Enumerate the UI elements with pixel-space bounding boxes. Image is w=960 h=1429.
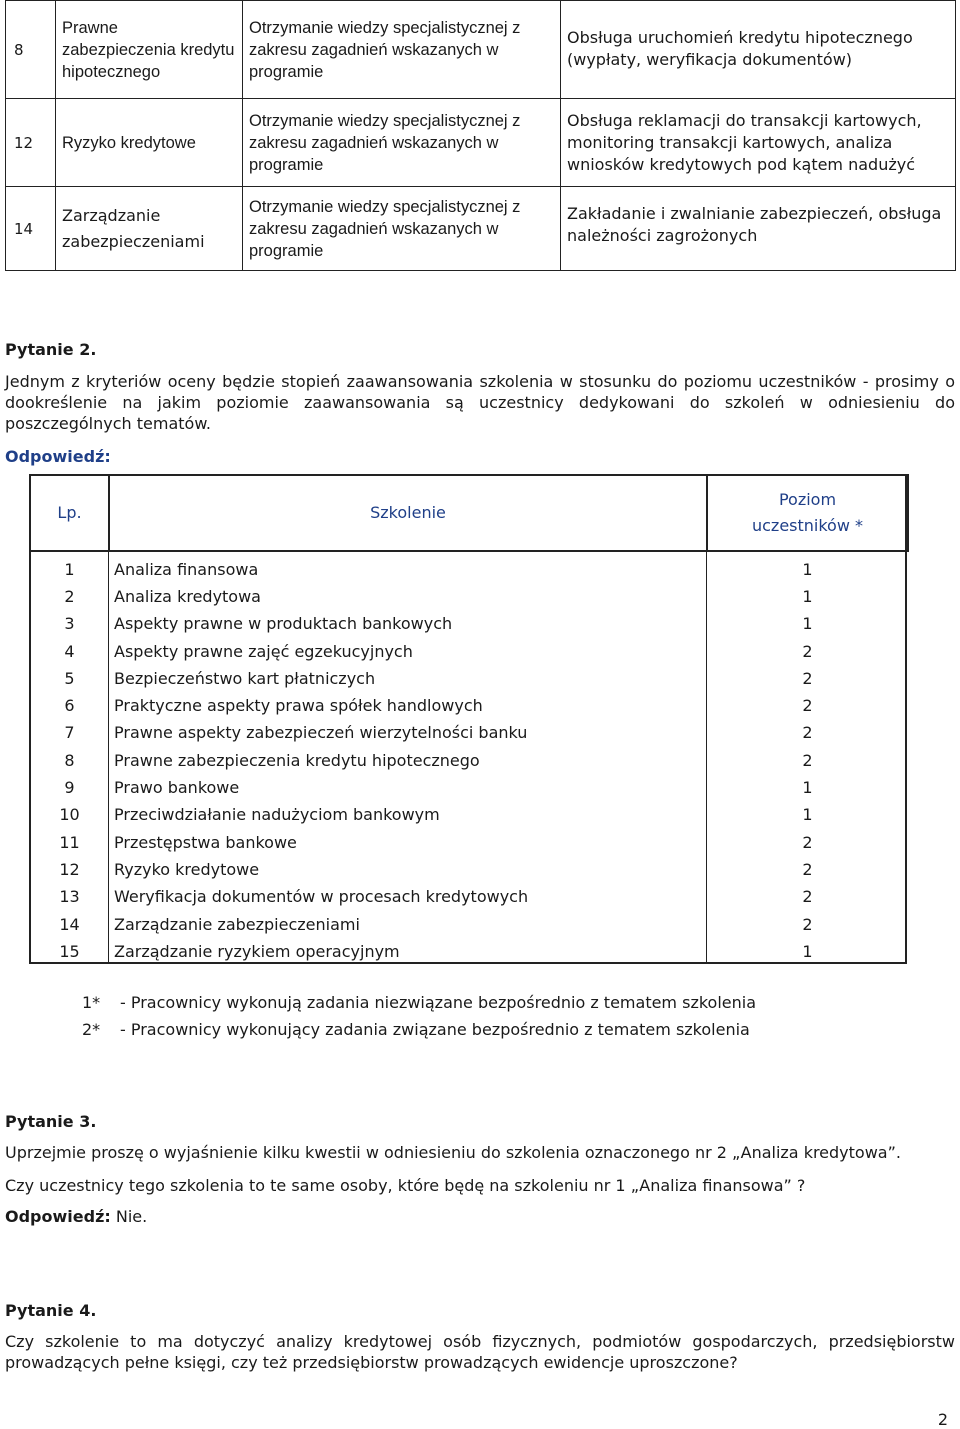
row-knowledge: Otrzymanie wiedzy specjalistycznej z zakresu zagadnień wskazanych w programie bbox=[243, 1, 561, 99]
table-row bbox=[6, 99, 956, 187]
header-lp: Lp. bbox=[30, 475, 109, 551]
header-level-line1: Poziom bbox=[778, 490, 837, 509]
top-table bbox=[5, 0, 956, 271]
table-row bbox=[30, 551, 908, 583]
cell-lp: 11 bbox=[59, 832, 80, 852]
column-divider bbox=[108, 474, 109, 964]
header-level bbox=[707, 475, 908, 551]
row-number: 8 bbox=[6, 1, 56, 99]
question-4-text: Czy szkolenie to ma dotyczyć analizy kredytowej osób fizycznych, podmiotów gospodarczych, przedsiębiorstw prowadzących pełne księgi, czy też przedsiębiorstw prowadzących ewidencje uproszczone? bbox=[5, 1332, 955, 1372]
table-row bbox=[6, 1, 956, 99]
cell-lp: 15 bbox=[59, 941, 80, 961]
cell-lp: 7 bbox=[64, 723, 75, 743]
page-number: 2 bbox=[937, 1410, 948, 1429]
question-4-title: Pytanie 4. bbox=[5, 1301, 97, 1320]
row-knowledge: Otrzymanie wiedzy specjalistycznej z zakresu zagadnień wskazanych w programie bbox=[243, 187, 561, 271]
row-topic: Ryzyko kredytowe bbox=[56, 99, 243, 187]
table-row bbox=[30, 802, 908, 829]
cell-lp: 1 bbox=[64, 559, 75, 579]
cell-training: Prawne aspekty zabezpieczeń wierzytelności banku bbox=[114, 723, 528, 743]
legend-text: - Pracownicy wykonują zadania niezwiązane bezpośrednio z tematem szkolenia bbox=[120, 993, 756, 1012]
table-row bbox=[30, 583, 908, 610]
cell-training: Praktyczne aspekty prawa spółek handlowych bbox=[114, 696, 483, 716]
cell-level: 2 bbox=[802, 723, 813, 743]
row-number: 14 bbox=[6, 187, 56, 271]
cell-lp: 4 bbox=[64, 641, 75, 661]
table-row bbox=[30, 856, 908, 883]
table-row bbox=[30, 884, 908, 911]
cell-level: 1 bbox=[802, 941, 813, 961]
row-number: 12 bbox=[6, 99, 56, 187]
cell-level: 2 bbox=[802, 696, 813, 716]
cell-lp: 14 bbox=[59, 914, 80, 934]
cell-level: 1 bbox=[802, 805, 813, 825]
cell-lp: 12 bbox=[59, 859, 80, 879]
row-knowledge: Otrzymanie wiedzy specjalistycznej z zakresu zagadnień wskazanych w programie bbox=[243, 99, 561, 187]
row-scope: Obsługa uruchomień kredytu hipotecznego (wypłaty, weryfikacja dokumentów) bbox=[561, 1, 956, 99]
cell-level: 2 bbox=[802, 859, 813, 879]
cell-level: 2 bbox=[802, 832, 813, 852]
table-row bbox=[30, 747, 908, 774]
cell-level: 2 bbox=[802, 668, 813, 688]
cell-level: 1 bbox=[802, 586, 813, 606]
cell-level: 2 bbox=[802, 750, 813, 770]
cell-lp: 10 bbox=[59, 805, 80, 825]
table-row bbox=[30, 611, 908, 638]
training-table bbox=[29, 474, 909, 965]
question-3-answer-text: Nie. bbox=[115, 1207, 148, 1226]
cell-training: Prawne zabezpieczenia kredytu hipotecznego bbox=[114, 750, 480, 770]
table-row bbox=[30, 829, 908, 856]
row-scope: Zakładanie i zwalnianie zabezpieczeń, obsługa należności zagrożonych bbox=[561, 187, 956, 271]
table-row bbox=[30, 638, 908, 665]
cell-level: 1 bbox=[802, 778, 813, 798]
cell-training: Analiza kredytowa bbox=[114, 586, 261, 606]
cell-training: Weryfikacja dokumentów w procesach kredytowych bbox=[114, 887, 529, 907]
cell-training: Prawo bankowe bbox=[114, 778, 240, 798]
cell-level: 1 bbox=[802, 559, 813, 579]
cell-training: Przestępstwa bankowe bbox=[114, 832, 297, 852]
row-scope: Obsługa reklamacji do transakcji kartowych, monitoring transakcji kartowych, analiza wniosków kredytowych pod kątem nadużyć bbox=[561, 99, 956, 187]
column-divider bbox=[706, 474, 707, 964]
cell-training: Bezpieczeństwo kart płatniczych bbox=[114, 668, 376, 688]
cell-training: Aspekty prawne zajęć egzekucyjnych bbox=[114, 641, 413, 661]
cell-level: 2 bbox=[802, 641, 813, 661]
table-row bbox=[6, 187, 956, 271]
question-2-answer-label: Odpowiedź: bbox=[5, 447, 111, 466]
cell-lp: 8 bbox=[64, 750, 75, 770]
table-row bbox=[30, 720, 908, 747]
question-3-line2: Czy uczestnicy tego szkolenia to te same osoby, które będę na szkoleniu nr 1 „Analiza finansowa” ? bbox=[5, 1176, 806, 1195]
cell-lp: 13 bbox=[59, 887, 80, 907]
header-level-line2: uczestników * bbox=[751, 516, 864, 535]
training-table-header bbox=[30, 475, 908, 551]
table-row bbox=[30, 665, 908, 692]
cell-lp: 2 bbox=[64, 586, 75, 606]
question-3-line1: Uprzejmie proszę o wyjaśnienie kilku kwestii w odniesieniu do szkolenia oznaczonego nr 2 „Analiza kredytowa”. bbox=[5, 1143, 901, 1162]
question-2-text: Jednym z kryteriów oceny będzie stopień zaawansowania szkolenia w stosunku do poziomu uczestników - prosimy o dookreślenie na jakim poziomie zaawansowania są uczestnicy dedykowani do szkoleń w odniesieniu do poszczególnych tematów. bbox=[5, 372, 955, 433]
cell-lp: 6 bbox=[64, 696, 75, 716]
legend-item bbox=[82, 1019, 750, 1040]
table-row bbox=[30, 938, 908, 965]
table-row bbox=[30, 774, 908, 801]
question-3-answer bbox=[5, 1206, 147, 1227]
cell-lp: 5 bbox=[64, 668, 75, 688]
cell-lp: 3 bbox=[64, 614, 75, 634]
cell-level: 1 bbox=[802, 614, 813, 634]
cell-training: Ryzyko kredytowe bbox=[114, 859, 260, 879]
cell-level: 2 bbox=[802, 914, 813, 934]
cell-level: 2 bbox=[802, 887, 813, 907]
header-training: Szkolenie bbox=[109, 475, 707, 551]
legend-key: 2* bbox=[82, 1020, 101, 1039]
table-row bbox=[30, 692, 908, 719]
table-row bbox=[30, 911, 908, 938]
row-topic: Prawne zabezpieczenia kredytu hipotecznego bbox=[56, 1, 243, 99]
cell-training: Analiza finansowa bbox=[114, 559, 259, 579]
cell-training: Przeciwdziałanie nadużyciom bankowym bbox=[114, 805, 440, 825]
cell-training: Aspekty prawne w produktach bankowych bbox=[114, 614, 453, 634]
cell-lp: 9 bbox=[64, 778, 75, 798]
row-topic: Zarządzanie zabezpieczeniami bbox=[56, 187, 243, 271]
legend-key: 1* bbox=[82, 993, 101, 1012]
question-3-title: Pytanie 3. bbox=[5, 1112, 97, 1131]
cell-training: Zarządzanie zabezpieczeniami bbox=[114, 914, 360, 934]
cell-training: Zarządzanie ryzykiem operacyjnym bbox=[114, 941, 400, 961]
training-table-body bbox=[30, 551, 908, 965]
question-3-answer-label: Odpowiedź: bbox=[5, 1207, 111, 1226]
legend-text: - Pracownicy wykonujący zadania związane bezpośrednio z tematem szkolenia bbox=[120, 1020, 750, 1039]
question-2-title: Pytanie 2. bbox=[5, 340, 97, 359]
legend-item bbox=[82, 992, 756, 1013]
